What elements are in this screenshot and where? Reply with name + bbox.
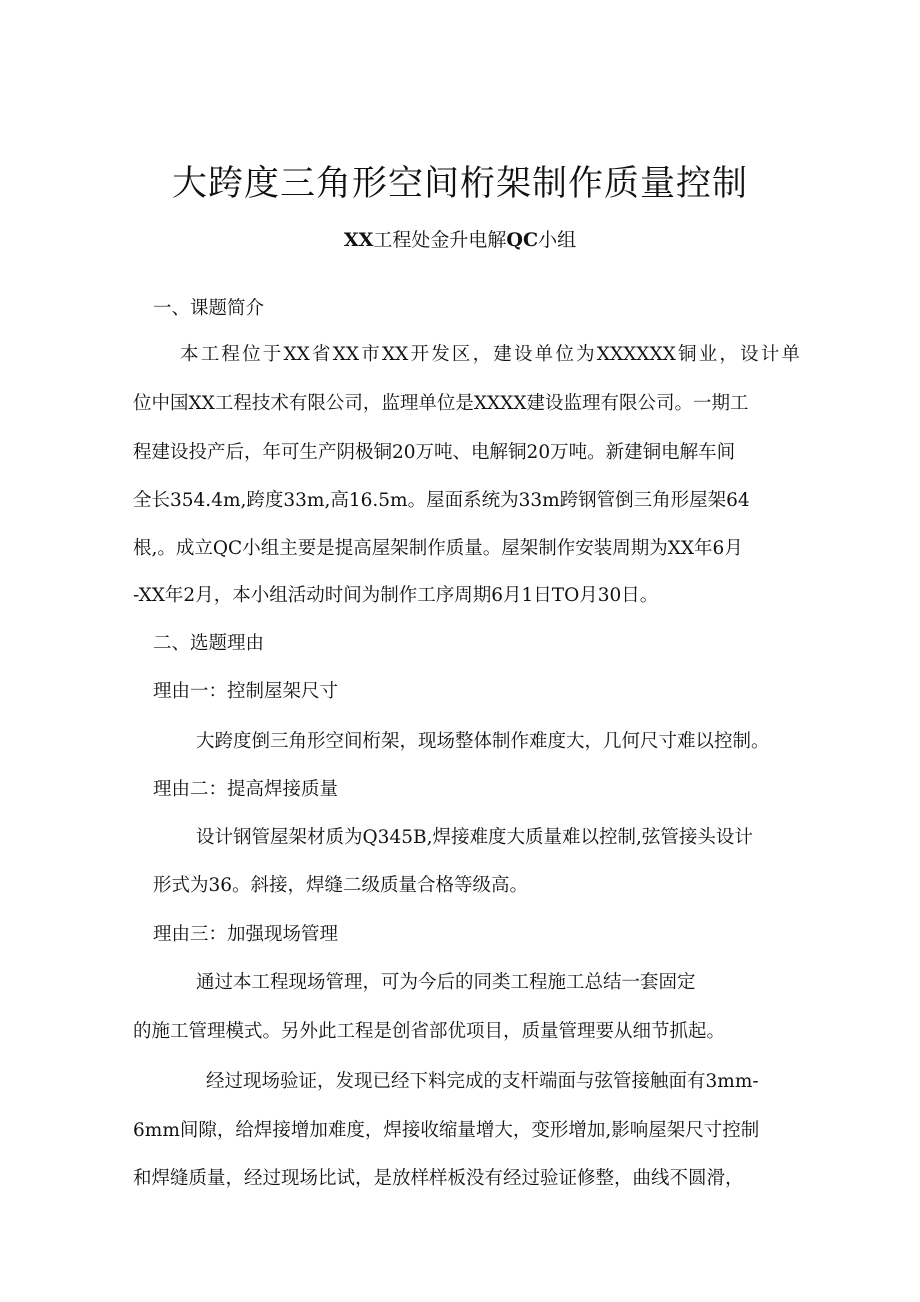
reason-2-heading: 理由二：提高焊接质量: [153, 779, 339, 800]
subtitle-part-3: QC: [506, 229, 539, 251]
body-line: 根,。成立QC小组主要是提高屋架制作质量。屋架制作安装周期为XX年6月: [133, 538, 743, 559]
body-line: 和焊缝质量，经过现场比试，是放样样板没有经过验证修整，曲线不圆滑，: [133, 1168, 744, 1189]
body-line: 通过本工程现场管理，可为今后的同类工程施工总结一套固定: [196, 972, 696, 993]
body-line: 形式为36。斜接，焊缝二级质量合格等级高。: [153, 875, 529, 896]
body-line: -XX年2月，本小组活动时间为制作工序周期6月1日TO月30日。: [133, 585, 659, 606]
body-line: 的施工管理模式。另外此工程是创省部优项目，质量管理要从细节抓起。: [133, 1021, 726, 1042]
reason-3-heading: 理由三：加强现场管理: [153, 924, 339, 945]
body-line: 大跨度倒三角形空间桁架，现场整体制作难度大，几何尺寸难以控制。: [196, 731, 770, 752]
body-line: 全长354.4m,跨度33m,高16.5m。屋面系统为33m跨钢管倒三角形屋架64: [133, 490, 750, 511]
body-line: 设计钢管屋架材质为Q345B,焊接难度大质量难以控制,弦管接头设计: [196, 827, 753, 848]
body-line: 程建设投产后，年可生产阴极铜20万吨、电解铜20万吨。新建铜电解车间: [133, 442, 736, 463]
subtitle-part-1: XX: [343, 229, 374, 251]
subtitle-part-4: 小组: [538, 229, 577, 251]
body-line: 位中国XX工程技术有限公司，监理单位是XXXX建设监理有限公司。一期工: [133, 393, 749, 414]
body-line: 本工程位于XX省XX市XX开发区，建设单位为XXXXXX铜业，设计单: [180, 344, 800, 365]
body-line: 6mm间隙，给焊接增加难度，焊接收缩量增大，变形增加,影响屋架尺寸控制: [133, 1120, 760, 1141]
document-subtitle: [0, 226, 920, 254]
subtitle-part-2: 工程处金升电解: [373, 229, 507, 251]
reason-1-heading: 理由一：控制屋架尺寸: [153, 681, 339, 702]
section-heading-reason: 二、选题理由: [153, 633, 265, 654]
body-line: 经过现场验证，发现已经下料完成的支杆端面与弦管接触面有3mm-: [206, 1071, 759, 1092]
section-heading-intro: 一、课题简介: [153, 298, 265, 319]
document-title: 大跨度三角形空间桁架制作质量控制: [171, 164, 748, 204]
